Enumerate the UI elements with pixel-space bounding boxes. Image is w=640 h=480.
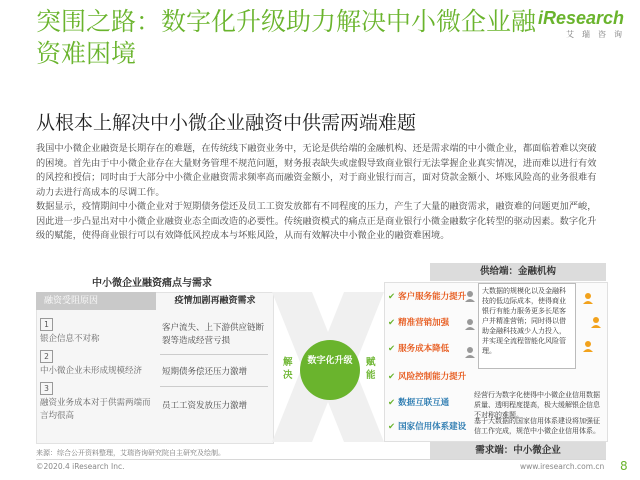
reason-text: 中小微企业未形成规模经济 xyxy=(40,366,143,376)
check-icon: ✔ xyxy=(388,398,396,408)
demand-item: 短期债务偿还压力激增 xyxy=(162,367,248,377)
iresearch-logo xyxy=(538,8,630,58)
user-icon xyxy=(467,291,473,297)
people-icons xyxy=(580,290,604,366)
user-icon xyxy=(467,347,473,353)
reason-item xyxy=(40,350,156,378)
supply-header: 供给端：金融机构 xyxy=(430,263,606,281)
digital-upgrade-circle xyxy=(300,340,360,400)
pain-points-title: 中小微企业融资痛点与需求 xyxy=(92,278,212,289)
logo-brand: iResearch xyxy=(538,8,625,28)
supply-item: ✔ 客户服务能力提升 xyxy=(388,292,467,302)
user-icon xyxy=(465,327,475,330)
divider xyxy=(160,354,268,355)
reason-item xyxy=(40,382,156,423)
person-icon xyxy=(591,325,601,328)
user-icon xyxy=(465,299,475,302)
demand-header: 疫情加剧再融资需求 xyxy=(174,296,256,306)
supply-item: ✔ 风险控制能力提升 xyxy=(388,372,467,382)
reason-number: 3 xyxy=(40,382,53,395)
credit-system-note: 基于大数据的国家信用体系建设将加强征信工作完成，规范中小微企业信用体系。 xyxy=(474,417,600,435)
person-icon xyxy=(585,341,591,347)
reason-number: 1 xyxy=(40,318,53,331)
logo-sub: 艾瑞咨询 xyxy=(566,30,630,39)
supply-item: ✔ 国家信用体系建设 xyxy=(388,422,467,432)
person-icon xyxy=(593,317,599,323)
demand-side-header: 需求端：中小微企业 xyxy=(430,442,606,460)
empower-label: 赋能 xyxy=(366,357,376,381)
check-icon: ✔ xyxy=(388,422,396,432)
check-icon: ✔ xyxy=(388,344,396,354)
copyright: ©2020.4 iResearch Inc. xyxy=(36,462,125,471)
divider xyxy=(160,386,268,387)
solve-label: 解决 xyxy=(283,357,293,381)
reason-text: 融资业务成本对于供需两端而言均很高 xyxy=(40,398,151,421)
paragraph-2: 数据显示，疫情期间中小微企业对于短期债务偿还及员工工资发放都有不同程度的压力，产生了大量的融资需求，融资难的问题更加严峻，因此进一步凸显出对中小微企业融资业态全面改造的必要性。传统融资模式的痛点正是商业银行小微金融数字化转型的驱动因素。数字化升级的赋能，使得商业银行可以有效降低风控成本与坏账风险，从而有效解决中小微企业的融资难困境。 xyxy=(36,201,597,241)
user-icon xyxy=(465,355,475,358)
page-subtitle: 从根本上解决中小微企业融资中供需两端难题 xyxy=(36,112,417,134)
center-label: 数字化升级 xyxy=(307,356,353,366)
reasons-header: 融资受阻原因 xyxy=(36,292,156,310)
page-number: 8 xyxy=(620,459,628,473)
check-icon: ✔ xyxy=(388,292,396,302)
supply-item: ✔ 服务成本降低 xyxy=(388,344,450,354)
website: www.iresearch.com.cn xyxy=(520,462,605,471)
body-text xyxy=(36,142,604,244)
demand-item: 员工工资发放压力激增 xyxy=(162,401,248,411)
footer-divider xyxy=(36,459,606,460)
paragraph-1: 我国中小微企业融资是长期存在的难题，在传统线下融资业务中，无论是供给端的金融机构、还是需求端的中小微企业，都面临着难以突破的困境。首先由于中小微企业存在大量财务管理不规范问题，财务报表缺失或虚假导致商业银行无法掌握企业真实情况，进而难以进行有效的风控和授信；同时由于大部分中小微企业融资需求频率高而融资金额小，对于商业银行而言，面对贷款金额小、坏账风险高的业务很难有动力去进行高成本的尽调工作。 xyxy=(36,143,597,198)
reason-text: 银企信息不对称 xyxy=(40,334,100,344)
data-interconnect-note: 经营行为数字化使得中小微企业信用数据质量、透明程度提高，极大缓解银企信息不对称的难题。 xyxy=(474,391,600,419)
user-icon xyxy=(467,319,473,325)
person-icon xyxy=(585,293,591,299)
reason-item xyxy=(40,318,156,346)
bank-note-box: 大数据的规模化以及金融科技的低边际成本，使得商业银行有能力服务更多长尾客户并精准营销；同时得以借助金融科技减少人力投入，并实现全流程智能化风险管理。 xyxy=(478,283,576,369)
person-icon xyxy=(583,349,593,352)
supply-item: ✔ 精准营销加强 xyxy=(388,318,450,328)
check-icon: ✔ xyxy=(388,318,396,328)
person-icon xyxy=(583,301,593,304)
source-note: 来源：综合公开资料整理，艾瑞咨询研究院自主研究及绘制。 xyxy=(36,449,225,457)
reason-number: 2 xyxy=(40,350,53,363)
bank-user-icons xyxy=(462,286,478,372)
page-title: 突围之路：数字化升级助力解决中小微企业融资难困境 xyxy=(36,7,537,68)
supply-item: ✔ 数据互联互通 xyxy=(388,398,450,408)
demand-item: 客户流失、上下游供应链断裂等造成经营亏损 xyxy=(162,323,265,346)
check-icon: ✔ xyxy=(388,372,396,382)
